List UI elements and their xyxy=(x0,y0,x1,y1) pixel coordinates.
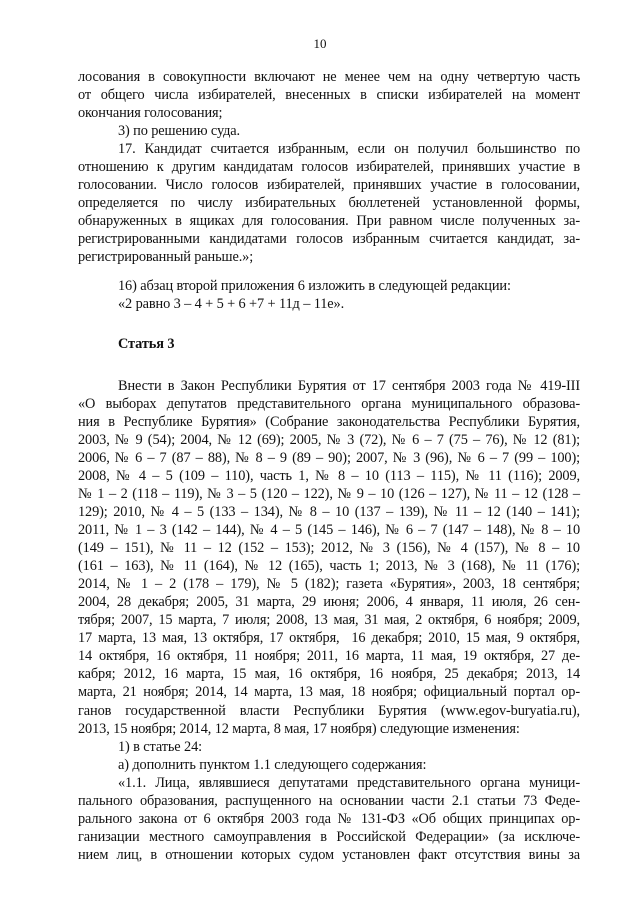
paragraph-voting-continuation xyxy=(78,68,580,122)
text-line: 1) в статье 24: xyxy=(118,738,202,755)
text-line: нием лиц, в отношении которых судом установлен факт отсутствия вины за xyxy=(78,846,580,863)
text-line: № 1 – 2 (118 – 119), № 3 – 5 (120 – 122), № 9 – 10 (126 – 127), № 11 – 12 (128 – xyxy=(78,485,580,502)
text-line: ганов государственной власти Республики Бурятия (www.egov-buryatia.ru), xyxy=(78,702,580,719)
text-line: 129); 2010, № 4 – 5 (133 – 134), № 8 – 10 (137 – 139), № 11 – 12 (140 – 141); xyxy=(78,503,580,520)
text-line: регистрированными кандидатами голосов избранным считается кандидат, за- xyxy=(78,231,580,248)
text-line: окончания голосования; xyxy=(78,105,223,122)
paragraph-add-point xyxy=(78,756,580,774)
text-line: лосования в совокупности включают не менее чем на одну четвертую часть xyxy=(78,69,580,85)
paragraph-candidate-elected xyxy=(78,140,580,266)
section-gap xyxy=(78,313,580,335)
text-line: 3) по решению суда. xyxy=(118,123,240,140)
text-line: отношению к другим кандидатам голосов избирателей, принявших участие в xyxy=(78,159,580,176)
text-line: 2014, № 1 – 2 (178 – 179), № 5 (182); газета «Бурятия», 2003, 18 сентября; xyxy=(78,576,580,593)
text-line: 17. Кандидат считается избранным, если он получил большинство по xyxy=(118,141,580,158)
section-gap xyxy=(78,353,580,377)
page-number: 10 xyxy=(313,36,327,51)
text-line: кабря; 2012, 16 марта, 15 мая, 16 октября, 16 ноября, 25 декабря; 2013, 14 xyxy=(78,666,580,683)
text-line: регистрированный раньше.»; xyxy=(78,249,254,266)
text-line: 2011, № 1 – 3 (142 – 144), № 4 – 5 (145 – 146), № 6 – 7 (147 – 148), № 8 – 10 xyxy=(78,522,580,539)
paragraph-court-decision xyxy=(78,122,580,140)
formula-line: «2 равно 3 – 4 + 5 + 6 +7 + 11д – 11е». xyxy=(118,295,345,312)
paragraph-gap xyxy=(78,267,580,277)
text-line: голосовании. Число голосов избирателей, принявших участие в голосовании, xyxy=(78,177,580,194)
text-line: определяется по числу избирательных бюллетеней установленной формы, xyxy=(78,195,580,212)
text-line: 2013, 15 ноября; 2014, 12 марта, 8 мая, 17 ноября) следующие изменения: xyxy=(78,720,520,737)
paragraph-quoted-text xyxy=(78,774,580,864)
text-line: ния в Республике Бурятия» (Собрание законодательства Республики Бурятия, xyxy=(78,413,580,430)
text-line: «1.1. Лица, являвшиеся депутатами представительного органа муници- xyxy=(118,774,580,791)
paragraph-article24 xyxy=(78,738,580,756)
text-line: 17 марта, 13 мая, 13 октября, 17 октября, 16 декабря; 2010, 15 мая, 9 октября, xyxy=(78,630,580,647)
text-line: (149 – 151), № 11 – 12 (152 – 153); 2012, № 3 (156), № 4 (157), № 8 – 10 xyxy=(78,540,580,557)
text-line: рального закона от 6 октября 2003 года № 131-ФЗ «Об общих принципах ор- xyxy=(78,810,580,827)
text-line: 14 октября, 16 октября, 11 ноября; 2011, 16 марта, 11 мая, 19 октября, 27 де- xyxy=(78,648,580,665)
text-line: марта, 21 ноября; 2014, 14 марта, 13 мая, 18 ноября; официальный портал ор- xyxy=(78,684,580,701)
text-line: 16) абзац второй приложения 6 изложить в следующей редакции: xyxy=(118,277,511,294)
text-line: Внести в Закон Республики Бурятия от 17 сентября 2003 года № 419-III xyxy=(118,377,580,394)
text-line: тября; 2007, 15 марта, 7 июля; 2008, 13 мая, 31 мая, 2 октября, 6 ноября; 2009, xyxy=(78,612,580,629)
text-line: ганизации местного самоуправления в Российской Федерации» (за исключе- xyxy=(78,828,580,845)
paragraph-article3-intro xyxy=(78,377,580,738)
text-line: 2003, № 9 (54); 2004, № 12 (69); 2005, № 3 (72), № 6 – 7 (75 – 76), № 12 (81); xyxy=(78,431,580,448)
text-line: «О выборах депутатов представительного органа муниципального образова- xyxy=(78,395,580,412)
text-line: (161 – 163), № 11 (164), № 12 (165), часть 1; 2013, № 3 (168), № 11 (176); xyxy=(78,558,580,575)
text-line: 2004, 28 декабря; 2005, 31 марта, 29 июня; 2006, 4 января, 11 июля, 26 сен- xyxy=(78,594,580,611)
document-body xyxy=(78,68,580,864)
text-line: 2006, № 6 – 7 (87 – 88), № 8 – 9 (89 – 90); 2007, № 3 (96), № 6 – 7 (99 – 100); xyxy=(78,449,580,466)
text-line: обнаруженных в ящиках для голосования. При равном числе полученных за- xyxy=(78,213,580,230)
text-line: от общего числа избирателей, внесенных в списки избирателей на момент xyxy=(78,87,580,104)
text-line: пального образования, распущенного на основании части 2.1 статьи 73 Феде- xyxy=(78,792,580,809)
article-heading: Статья 3 xyxy=(118,335,175,352)
paragraph-appendix-edit xyxy=(78,277,580,313)
text-line: 2008, № 4 – 5 (109 – 110), часть 1, № 8 – 10 (113 – 115), № 11 (116); 2009, xyxy=(78,467,580,484)
text-line: а) дополнить пунктом 1.1 следующего содержания: xyxy=(118,756,427,773)
